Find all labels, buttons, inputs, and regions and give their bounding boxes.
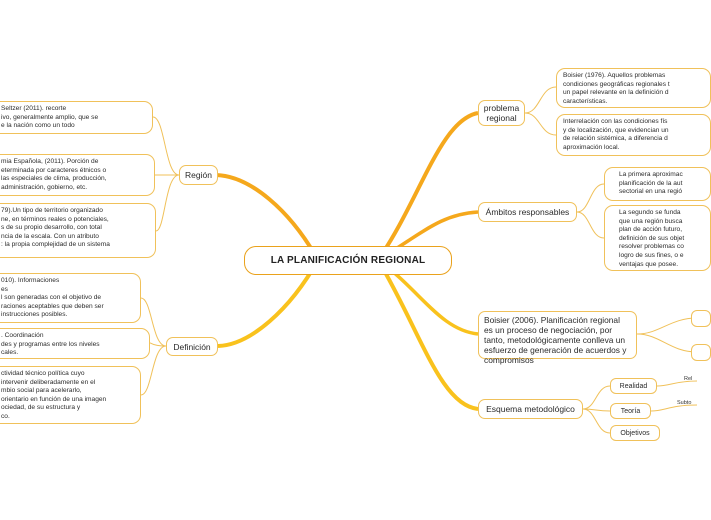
topic-region[interactable]: Región bbox=[179, 165, 218, 185]
note-region-academia[interactable]: mia Española, (2011). Porción de eterminada por caracteres étnicos o las especiales de clima, producción, administración, gobierno, etc. bbox=[0, 154, 155, 196]
link-central-problema bbox=[378, 113, 478, 260]
note-region-seltzer[interactable]: Seltzer (2011). recorte ivo, generalmente amplio, que se e la nación como un todo bbox=[0, 101, 153, 134]
note-ambitos-primera[interactable]: La primera aproximac planificación de la aut sectorial en una regió bbox=[604, 167, 711, 201]
topic-ambitos-responsables[interactable]: Ámbitos responsables bbox=[478, 202, 577, 222]
topic-problema-regional[interactable]: problema regional bbox=[478, 100, 525, 126]
topic-esquema-metodologico[interactable]: Esquema metodológico bbox=[478, 399, 583, 419]
central-topic[interactable]: LA PLANIFICACIÓN REGIONAL bbox=[244, 246, 452, 275]
esquema-realidad[interactable]: Realidad bbox=[610, 378, 657, 394]
note-problema-interrelacion[interactable]: Interrelación con las condiciones fís y de localización, que evidencian un de relación sistémica, a diferencia d aproximación local. bbox=[556, 114, 711, 156]
note-problema-boisier-1976[interactable]: Boisier (1976). Aquellos problemas condiciones geográficas regionales t un papel relevante en la definición d características. bbox=[556, 68, 711, 108]
realidad-subtopic-label[interactable]: Rel bbox=[684, 376, 693, 382]
boisier-child-2[interactable] bbox=[691, 344, 711, 361]
note-ambitos-segunda[interactable]: La segundo se funda que una región busca plan de acción futuro, definición de sus objet resolver problemas co logro de sus fines, o e ventajas que posee. bbox=[604, 205, 711, 271]
esquema-teoria[interactable]: Teoría bbox=[610, 403, 651, 419]
topic-boisier-2006[interactable]: Boisier (2006). Planificación regional es un proceso de negociación, por tanto, metodológicamente conlleva un esfuerzo de generación de acuerdos y compromisos bbox=[478, 311, 637, 359]
boisier-child-1[interactable] bbox=[691, 310, 711, 327]
esquema-objetivos[interactable]: Objetivos bbox=[610, 425, 660, 441]
topic-definicion[interactable]: Definición bbox=[166, 337, 218, 356]
note-definicion-informaciones[interactable]: 010). Informaciones es l son generadas con el objetivo de raciones aceptables que deben ser instrucciones posibles. bbox=[0, 273, 141, 323]
note-definicion-coordinacion[interactable]: . Coordinación des y programas entre los niveles cales. bbox=[0, 328, 150, 359]
teoria-subtopic-label[interactable]: Subto bbox=[677, 400, 692, 406]
note-definicion-actividad[interactable]: ctividad técnico política cuyo intervenir deliberadamente en el mbio social para acelerarlo, orientario en función de una imagen ociedad, de su estructura y co. bbox=[0, 366, 141, 424]
note-region-territorio[interactable]: 79).Un tipo de territorio organizado ne, en términos reales o potenciales, s de su propio desarrollo, con total ncia de la escala. Con un atributo : la propia complejidad de un sistema bbox=[0, 203, 156, 258]
link-central-esquema bbox=[378, 260, 478, 409]
